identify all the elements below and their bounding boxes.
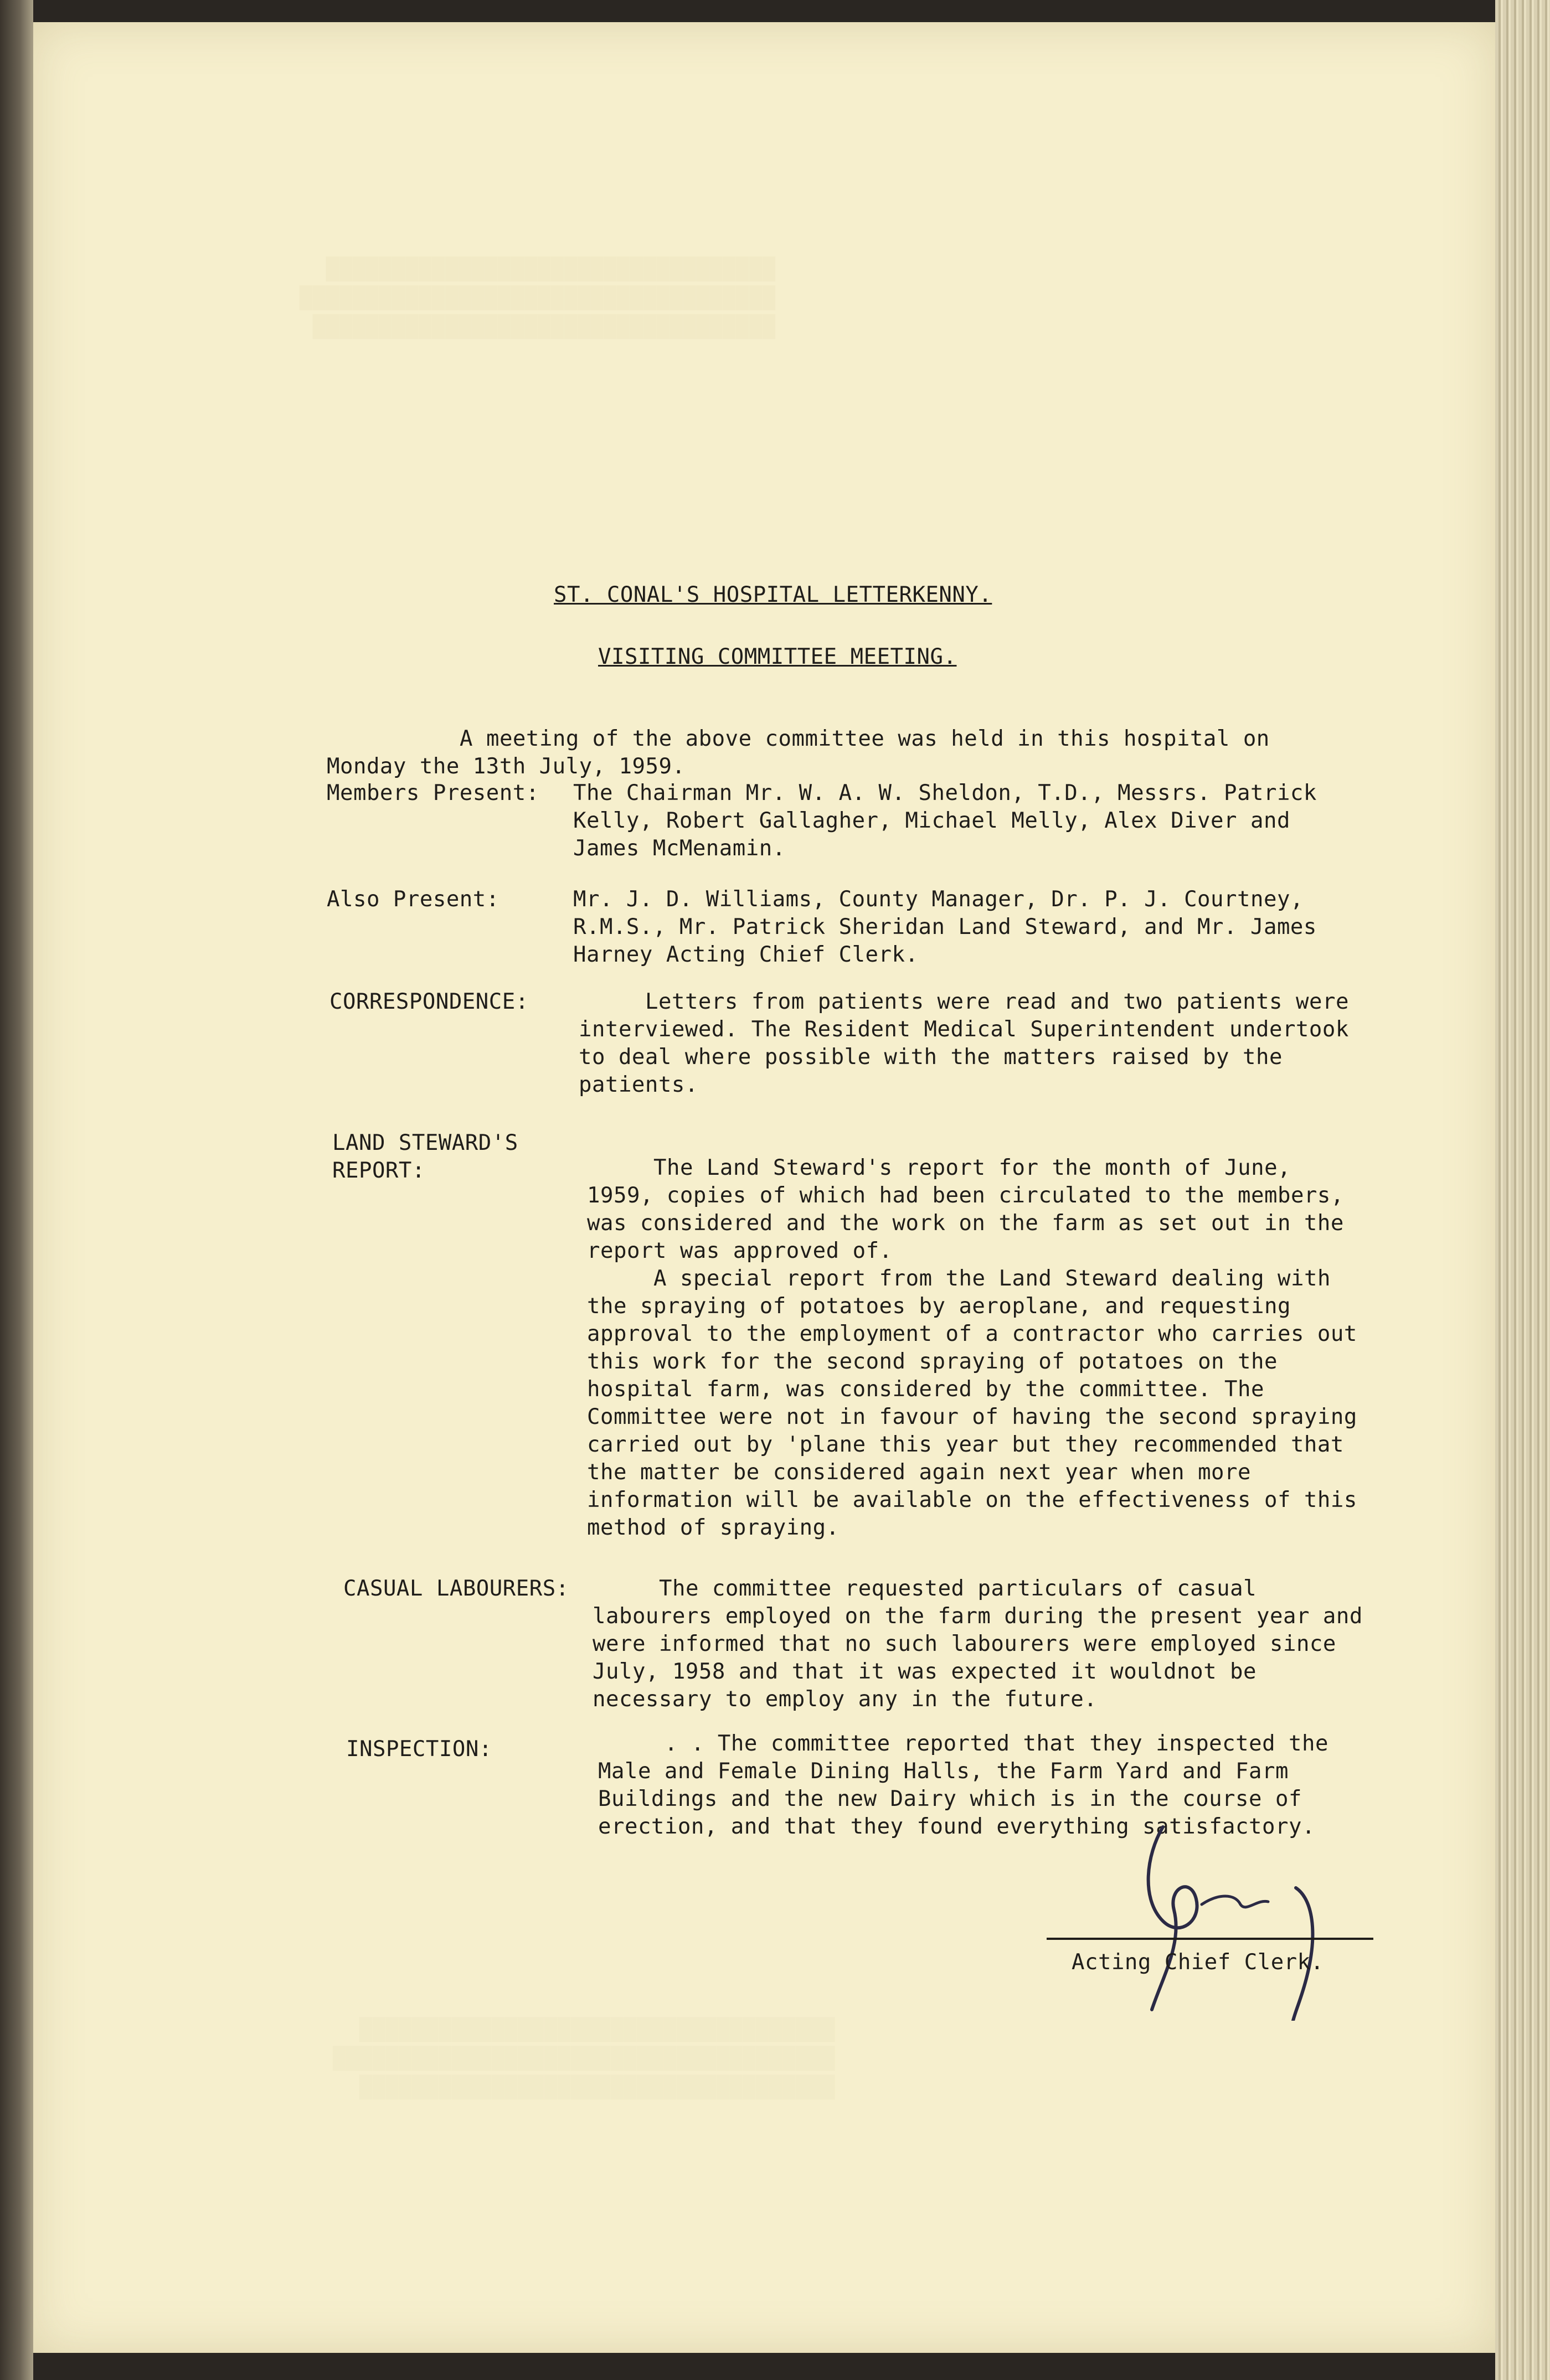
handwritten-signature: [1130, 1810, 1362, 2021]
members-present-label: Members Present:: [327, 781, 539, 806]
inspection-text: . . The committee reported that they inspected the Male and Female Dining Halls, the Farm Yard and Farm Buildings and the new Dairy which is in the course of erection, and that they found everything satisfactory.: [598, 1731, 1328, 1839]
land-steward-label-line1: LAND STEWARD'S: [332, 1130, 518, 1155]
casual-labourers-text: The committee requested particulars of casual labourers employed on the farm during the present year and were informed that no such labourers were employed since July, 1958 and that it was expected it wouldnot be necessary to employ any in the future.: [593, 1576, 1363, 1712]
members-present-text: The Chairman Mr. W. A. W. Sheldon, T.D., Messrs. Patrick Kelly, Robert Gallagher, Michael Melly, Alex Diver and James McMenamin.: [573, 781, 1317, 861]
show-through-top: ██████████████████████████████████ ████████████████████████████████████ ███████████████████████████████████: [299, 257, 775, 339]
hospital-heading: ST. CONAL'S HOSPITAL LETTERKENNY.: [554, 582, 992, 607]
correspondence-text: Letters from patients were read and two patients were interviewed. The Resident Medical Superintendent undertook to deal where possible with the matters raised by the patients.: [579, 989, 1349, 1097]
land-steward-label-line2: REPORT:: [332, 1158, 425, 1183]
signature-line: [1047, 1938, 1373, 1940]
document-page: [33, 22, 1495, 2353]
also-present-text: Mr. J. D. Williams, County Manager, Dr. P. J. Courtney, R.M.S., Mr. Patrick Sheridan Land Steward, and Mr. James Harney Acting Chief Clerk.: [573, 887, 1317, 967]
meeting-heading: VISITING COMMITTEE MEETING.: [598, 644, 957, 669]
correspondence-label: CORRESPONDENCE:: [329, 989, 529, 1014]
land-steward-text-2: A special report from the Land Steward dealing with the spraying of potatoes by aeroplane, and requesting approval to the employment of a contractor who carries out this work for the second spraying of potatoes on the hospital farm, was considered by the committee. The Committee were not in favour of having the second spraying carried out by 'plane this year but they recommended that the matter be considered again next year when more information will be available on the effectiveness of this method of spraying.: [587, 1266, 1357, 1540]
inspection-label: INSPECTION:: [346, 1737, 492, 1762]
page-edges: [1495, 0, 1550, 2380]
land-steward-label: [332, 1129, 518, 1185]
show-through-bottom: ████████████████████████████████████ ██████████████████████████████████████ ████████████████████████████████████: [332, 2017, 835, 2099]
intro-paragraph: A meeting of the above committee was held in this hospital on Monday the 13th July, 1959.: [327, 726, 1270, 779]
signature-title: Acting Chief Clerk.: [1072, 1950, 1324, 1975]
land-steward-text-1: The Land Steward's report for the month of June, 1959, copies of which had been circulated to the members, was considered and the work on the farm as set out in the report was approved of.: [587, 1155, 1344, 1263]
book-spine: [0, 0, 33, 2380]
also-present-label: Also Present:: [327, 887, 499, 912]
casual-labourers-label: CASUAL LABOURERS:: [343, 1576, 569, 1601]
